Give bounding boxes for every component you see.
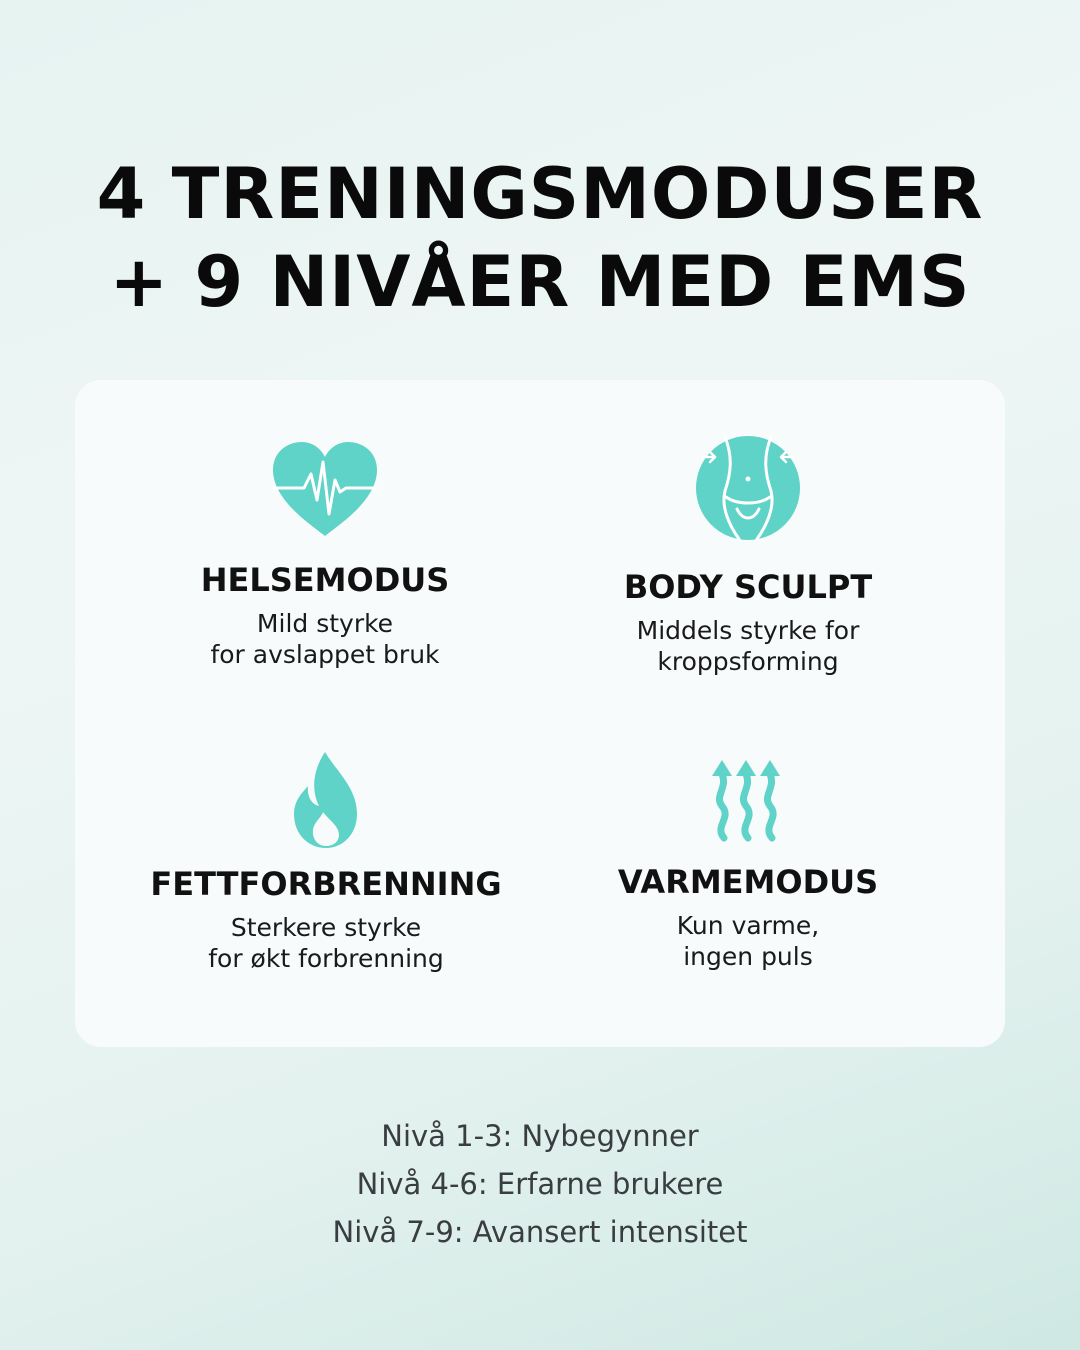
page-title (0, 150, 1080, 326)
mode-varmemodus (548, 760, 948, 972)
headline-line-1: 4 TRENINGSMODUSER (96, 153, 984, 235)
mode-description-line-1: Middels styrke for (636, 616, 860, 645)
mode-body-sculpt (548, 435, 948, 677)
level-item: Nivå 1-3: Nybegynner (381, 1119, 699, 1153)
mode-description-line-2: for avslappet bruk (210, 640, 440, 669)
mode-description-line-1: Kun varme, (676, 911, 820, 940)
headline-line-2: + 9 NIVÅER MED EMS (109, 241, 971, 323)
mode-fettforbrenning (126, 750, 526, 974)
body-waist-icon (695, 435, 801, 541)
flame-icon (291, 750, 361, 850)
mode-description-line-2: kroppsforming (657, 647, 839, 676)
level-item: Nivå 7-9: Avansert intensitet (332, 1215, 748, 1249)
mode-description-line-2: for økt forbrenning (208, 944, 444, 973)
mode-title: BODY SCULPT (623, 568, 873, 606)
heat-waves-icon (708, 760, 788, 842)
mode-description-line-1: Mild styrke (256, 609, 394, 638)
mode-title: HELSEMODUS (200, 561, 450, 599)
mode-title: VARMEMODUS (617, 863, 879, 901)
level-item: Nivå 4-6: Erfarne brukere (356, 1167, 724, 1201)
mode-description-line-1: Sterkere styrke (230, 913, 422, 942)
mode-title: FETTFORBRENNING (150, 865, 502, 903)
modes-card (75, 380, 1005, 1047)
mode-description-line-2: ingen puls (683, 942, 813, 971)
levels-list (0, 1112, 1080, 1256)
heart-pulse-icon (270, 440, 380, 540)
mode-helsemodus (125, 440, 525, 670)
